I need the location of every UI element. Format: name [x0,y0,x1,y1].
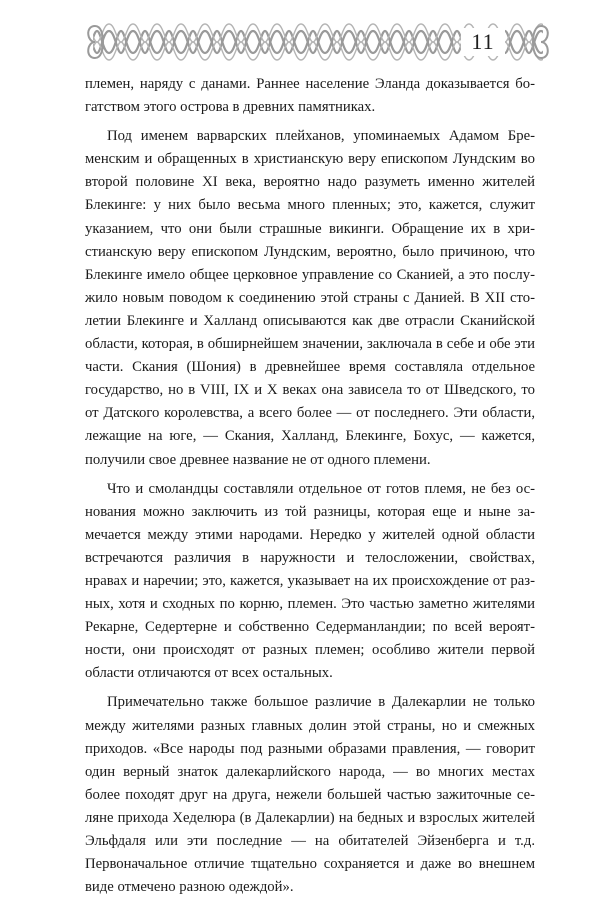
page-number: 11 [466,29,500,55]
paragraph-1: племен, наряду с данами. Раннее население Эланда доказывается богатством этого острова в древних памятниках. [85,76,535,116]
paragraph-4: Примечательно также большое различие в Далекарлии не только между жителями разных главных долин этой страны, но и смежных приходов. «Все народы под разными образами правления, — говорит один верный знаток далекарлийского народа, — во многих местах более походят друг на друга, нежели большей частью зажиточные селяне прихода Хеделюра (в Далекарлии) на бедных и взрослых жителей Эльфдаля или эти последние — на обитателей Эйзенберга и т.д. Первоначальное отличие тщательно сохраняется и даже во внешнем виде отмечено разною одеждой». [85,694,535,896]
paragraph-2: Под именем варварских плейханов, упоминаемых Адамом Бременским и обращенных в христианскую веру епископом Лундским во второй половине XI века, вероятно надо разуметь именно жителей Блекинге: у них было весьма много пленных; это, кажется, служит указанием, что они были страшные викинги. Обращение их в христианскую веру епископом Лундским, вероятно, было причиною, что Блекинге имело общее церковное управление со Сканией, а это послужило новым поводом к соединению этой страны с Данией. В XII столетии Блекинге и Халланд описываются как две отрасли Сканийской области, которая, в обширнейшем значении, заключала в себе и обе эти части. Скания (Шония) в древнейшее время составляла отдельное государство, но в VIII, IX и X веках она зависела то от Шведского, то от Датского королевства, а всего более — от последнего. Эти области, лежащие на юге, — Скания, Халланд, Блекинге, Бохус, — кажется, получили свое древнее название не от одного племени. [85,128,535,468]
body-text [85,73,535,899]
paragraph-3: Что и смоландцы составляли отдельное от готов племя, не без основания можно заключить из той разницы, которая еще и ныне замечается между этими народами. Нередко у жителей одной области встречаются различия в наружности и телосложении, свойствах, нравах и наречии; это, кажется, указывает на их происхождение от разных, хотя и сходных по корню, племен. Это частью заметно жителями Рекарне, Седертерне и собственно Седерманландии; по всей вероятности, они происходят от разных племен; особливо жители первой области отличаются от всех остальных. [85,480,535,682]
